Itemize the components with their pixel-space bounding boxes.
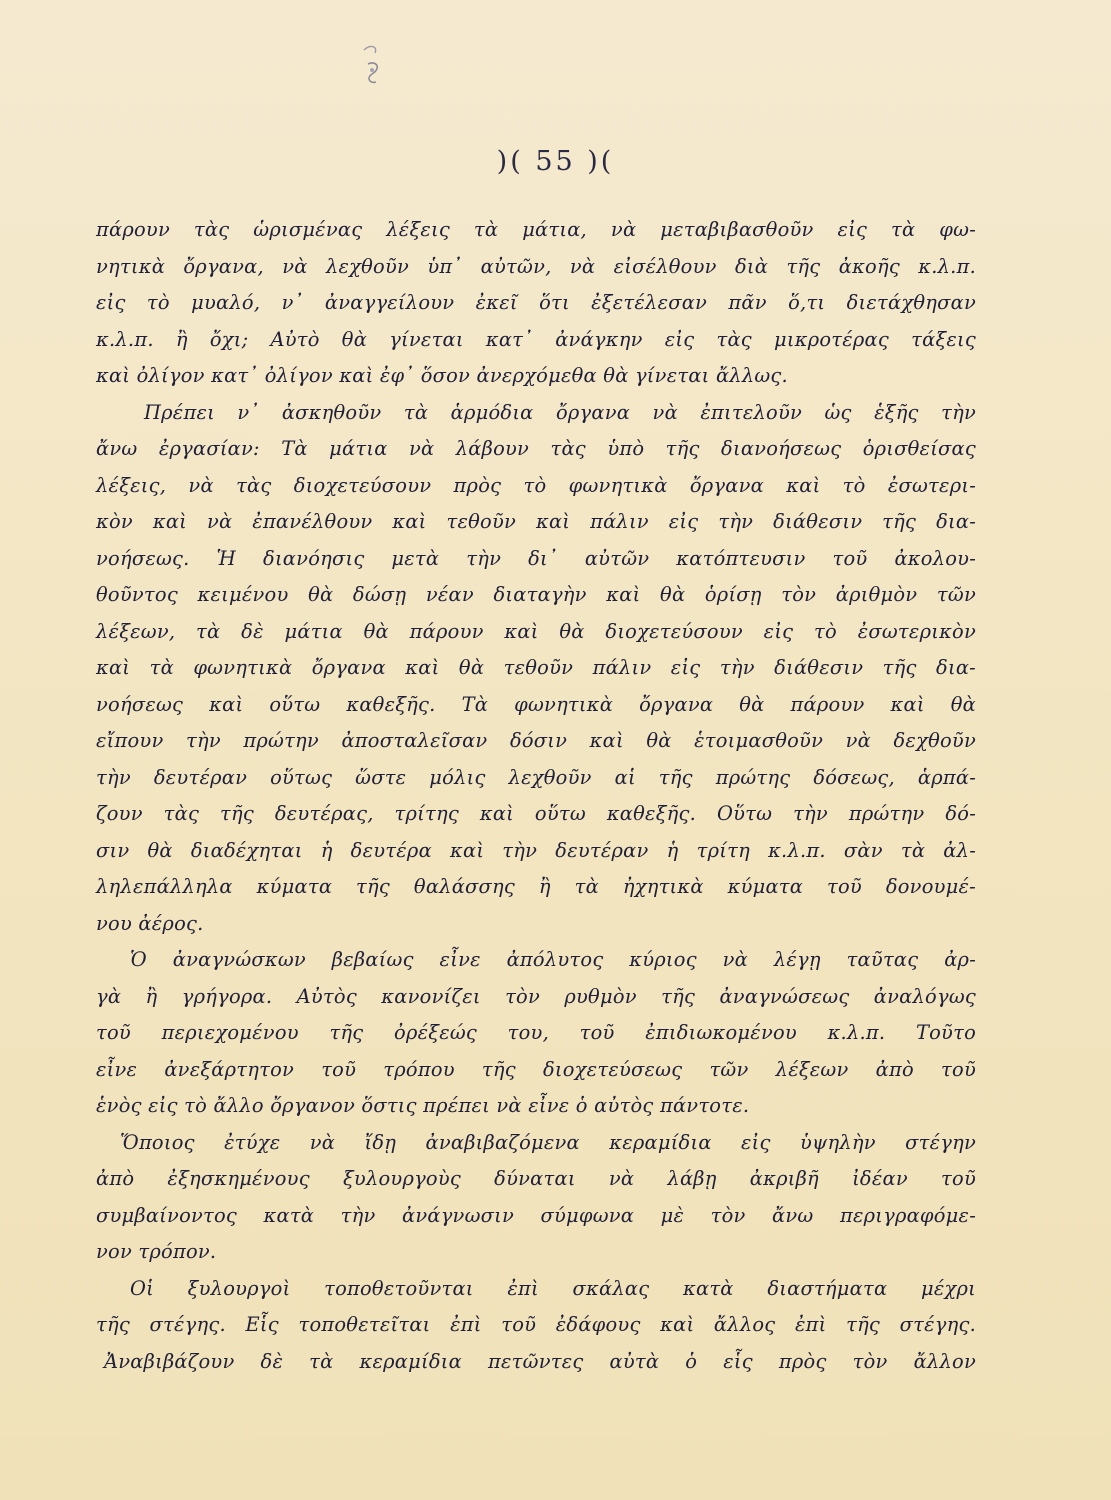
text-line: ληλεπάλληλα κύματα τῆς θαλάσσης ἢ τὰ ἠχητικὰ κύματα τοῦ δονουμέ- bbox=[96, 875, 976, 898]
text-line: σιν θὰ διαδέχηται ἡ δευτέρα καὶ τὴν δευτέραν ἡ τρίτη κ.λ.π. σὰν τὰ ἀλ- bbox=[96, 838, 976, 862]
ink-mark-icon bbox=[358, 42, 388, 94]
text-line: εἰς τὸ μυαλό, ν᾽ ἀναγγείλουν ἐκεῖ ὅτι ἐξετέλεσαν πᾶν ὅ,τι διετάχθησαν bbox=[96, 291, 976, 314]
text-line: ἄνω ἐργασίαν: Τὰ μάτια νὰ λάβουν τὰς ὑπὸ τῆς διανοήσεως ὁρισθείσας bbox=[96, 437, 976, 460]
text-line: Οἱ ξυλουργοὶ τοποθετοῦνται ἐπὶ σκάλας κατὰ διαστήματα μέχρι bbox=[130, 1276, 976, 1300]
text-line: γὰ ἢ γρήγορα. Αὐτὸς κανονίζει τὸν ρυθμὸν τῆς ἀναγνώσεως ἀναλόγως bbox=[96, 984, 976, 1008]
text-line: Ὁ ἀναγνώσκων βεβαίως εἶνε ἀπόλυτος κύριος νὰ λέγῃ ταῦτας ἀρ- bbox=[130, 948, 976, 971]
page-number-header: )( 55 )( bbox=[496, 146, 615, 177]
text-line: νον τρόπον. bbox=[96, 1240, 217, 1263]
text-line: ζουν τὰς τῆς δευτέρας, τρίτης καὶ οὕτω καθεξῆς. Οὕτω τὴν πρώτην δό- bbox=[96, 802, 976, 825]
text-line: λέξεις, νὰ τὰς διοχετεύσουν πρὸς τὸ φωνητικὰ ὄργανα καὶ τὸ ἐσωτερι- bbox=[96, 473, 976, 497]
text-line: ἀπὸ ἐξησκημένους ξυλουργοὺς δύναται νὰ λάβῃ ἀκριβῆ ἰδέαν τοῦ bbox=[96, 1167, 976, 1190]
text-line: εἴπουν τὴν πρώτην ἀποσταλεῖσαν δόσιν καὶ θὰ ἑτοιμασθοῦν νὰ δεχθοῦν bbox=[96, 729, 976, 752]
text-line: λέξεων, τὰ δὲ μάτια θὰ πάρουν καὶ θὰ διοχετεύσουν εἰς τὸ ἐσωτερικὸν bbox=[96, 619, 976, 643]
text-line: τὴν δευτέραν οὕτως ὥστε μόλις λεχθοῦν αἱ τῆς πρώτης δόσεως, ἁρπά- bbox=[96, 765, 976, 789]
text-line: κ.λ.π. ἢ ὄχι; Αὐτὸ θὰ γίνεται κατ᾽ ἀνάγκην εἰς τὰς μικροτέρας τάξεις bbox=[96, 327, 976, 351]
text-line: καὶ ὀλίγον κατ᾽ ὀλίγον καὶ ἐφ᾽ ὅσον ἀνερχόμεθα θὰ γίνεται ἄλλως. bbox=[96, 364, 788, 387]
text-line: εἶνε ἀνεξάρτητον τοῦ τρόπου τῆς διοχετεύσεως τῶν λέξεων ἀπὸ τοῦ bbox=[96, 1057, 976, 1081]
text-line: θοῦντος κειμένου θὰ δώσῃ νέαν διαταγὴν καὶ θὰ ὁρίσῃ τὸν ἀριθμὸν τῶν bbox=[96, 583, 976, 606]
text-line: ἑνὸς εἰς τὸ ἄλλο ὄργανον ὅστις πρέπει νὰ εἶνε ὁ αὐτὸς πάντοτε. bbox=[96, 1094, 750, 1117]
text-line: Πρέπει ν᾽ ἀσκηθοῦν τὰ ἁρμόδια ὄργανα νὰ ἐπιτελοῦν ὡς ἑξῆς τὴν bbox=[144, 400, 976, 424]
text-line: Ἀναβιβάζουν δὲ τὰ κεραμίδια πετῶντες αὐτὰ ὁ εἷς πρὸς τὸν ἄλλον bbox=[104, 1349, 976, 1373]
text-line: τῆς στέγης. Εἷς τοποθετεῖται ἐπὶ τοῦ ἐδάφους καὶ ἄλλος ἐπὶ τῆς στέγης. bbox=[96, 1313, 976, 1336]
text-line: καὶ τὰ φωνητικὰ ὄργανα καὶ θὰ τεθοῦν πάλιν εἰς τὴν διάθεσιν τῆς δια- bbox=[96, 656, 976, 679]
text-line: τοῦ περιεχομένου τῆς ὀρέξεώς του, τοῦ ἐπιδιωκομένου κ.λ.π. Τοῦτο bbox=[96, 1021, 976, 1044]
text-line: νοήσεως. Ἡ διανόησις μετὰ τὴν δι᾽ αὐτῶν κατόπτευσιν τοῦ ἀκολου- bbox=[96, 546, 976, 570]
page-body-text bbox=[96, 212, 976, 1380]
text-line: συμβαίνοντος κατὰ τὴν ἀνάγνωσιν σύμφωνα μὲ τὸν ἄνω περιγραφόμε- bbox=[96, 1203, 976, 1227]
text-line: πάρουν τὰς ὡρισμένας λέξεις τὰ μάτια, νὰ μεταβιβασθοῦν εἰς τὰ φω- bbox=[96, 218, 976, 241]
text-line: κὸν καὶ νὰ ἐπανέλθουν καὶ τεθοῦν καὶ πάλιν εἰς τὴν διάθεσιν τῆς δια- bbox=[96, 510, 976, 533]
text-line: νου ἀέρος. bbox=[96, 911, 204, 935]
text-line: νοήσεως καὶ οὕτω καθεξῆς. Τὰ φωνητικὰ ὄργανα θὰ πάρουν καὶ θὰ bbox=[96, 692, 976, 716]
text-line: Ὅποιος ἐτύχε νὰ ἴδῃ ἀναβιβαζόμενα κεραμίδια εἰς ὑψηλὴν στέγην bbox=[120, 1130, 976, 1154]
text-line: νητικὰ ὄργανα, νὰ λεχθοῦν ὑπ᾽ αὐτῶν, νὰ εἰσέλθουν διὰ τῆς ἀκοῆς κ.λ.π. bbox=[96, 254, 976, 278]
